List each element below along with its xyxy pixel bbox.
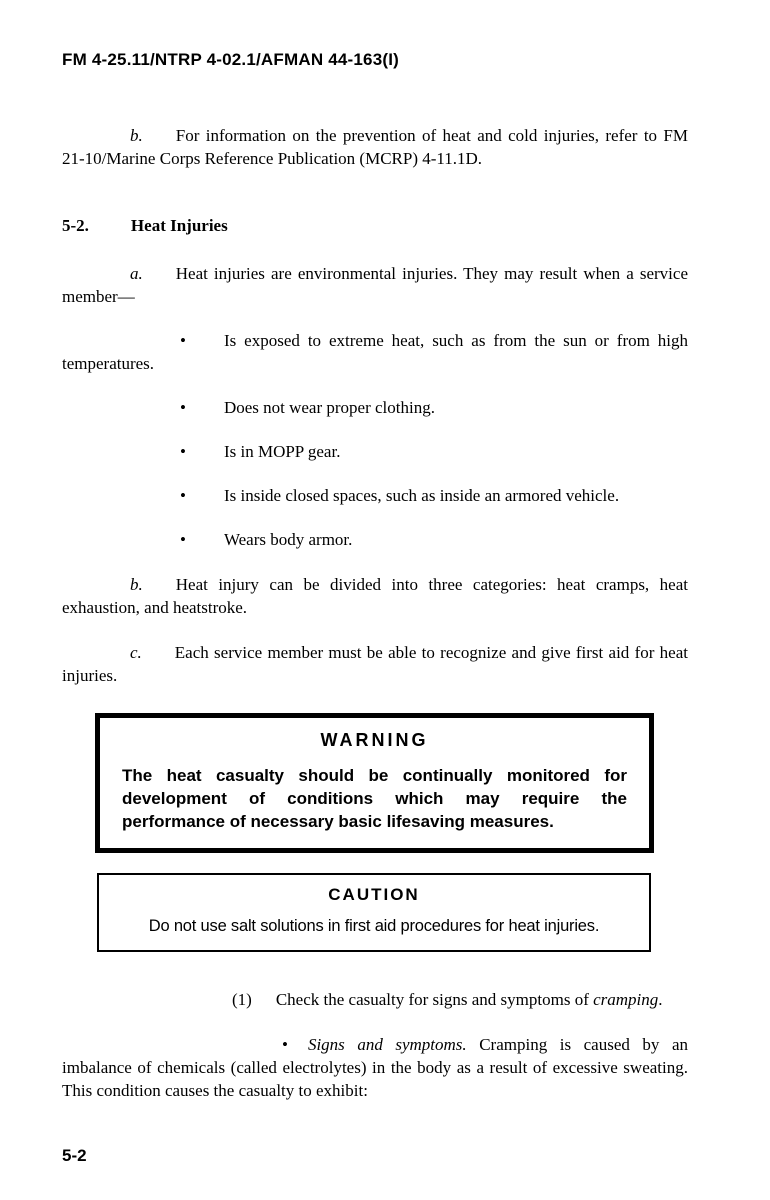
warning-box bbox=[95, 713, 654, 853]
paragraph-marker: a. bbox=[130, 264, 143, 283]
bullet-icon: • bbox=[180, 398, 186, 417]
bullet-item-signs-symptoms bbox=[62, 1033, 688, 1102]
bullet-icon: • bbox=[180, 442, 186, 461]
bullet-item-exposed-heat bbox=[62, 329, 688, 375]
bullet-item-body-armor bbox=[62, 528, 688, 551]
paragraph-text: Each service member must be able to recognize and give first aid for heat injuries. bbox=[62, 643, 688, 685]
paragraph-text: Check the casualty for signs and symptoms of bbox=[275, 990, 589, 1009]
bullet-text: Cramping is caused by an imbalance of chemicals (called electrolytes) in the body as a result of excessive sweating. This condition causes the casualty to exhibit: bbox=[62, 1035, 688, 1100]
paragraph-marker: b. bbox=[130, 126, 143, 145]
paragraph-marker: (1) bbox=[232, 990, 252, 1009]
caution-text: Do not use salt solutions in first aid procedures for heat injuries. bbox=[148, 917, 600, 935]
paragraph-b bbox=[62, 573, 688, 619]
bullet-item-mopp-gear bbox=[62, 440, 688, 463]
paragraph-text: For information on the prevention of heat and cold injuries, refer to FM 21-10/Marine Corps Reference Publication (MCRP) 4-11.1D. bbox=[62, 126, 688, 168]
section-title: Heat Injuries bbox=[130, 216, 228, 235]
warning-title: WARNING bbox=[320, 730, 429, 750]
warning-text: The heat casualty should be continually monitored for development of conditions which may require the performance of necessary basic lifesaving measures. bbox=[122, 766, 627, 831]
paragraph-text-suffix: . bbox=[658, 990, 663, 1009]
paragraph-intro bbox=[62, 124, 688, 170]
bullet-icon: • bbox=[282, 1035, 288, 1054]
bullet-text: Does not wear proper clothing. bbox=[223, 398, 435, 417]
section-heading bbox=[62, 216, 688, 236]
bullet-text: Is in MOPP gear. bbox=[223, 442, 341, 461]
bullet-text: Is inside closed spaces, such as inside an armored vehicle. bbox=[223, 486, 620, 505]
bullet-item-closed-spaces bbox=[62, 484, 688, 507]
bullet-icon: • bbox=[180, 486, 186, 505]
caution-title: CAUTION bbox=[328, 885, 420, 904]
paragraph-1-check-casualty bbox=[62, 988, 688, 1011]
emphasized-term: cramping bbox=[593, 990, 659, 1009]
bullet-lead-italic: Signs and symptoms. bbox=[307, 1035, 467, 1054]
bullet-icon: • bbox=[180, 331, 186, 350]
paragraph-marker: c. bbox=[130, 643, 142, 662]
page-number: 5-2 bbox=[62, 1146, 87, 1165]
section-number: 5-2. bbox=[62, 216, 89, 235]
paragraph-text: Heat injuries are environmental injuries. They may result when a service member— bbox=[62, 264, 688, 306]
paragraph-c bbox=[62, 641, 688, 687]
paragraph-marker: b. bbox=[130, 575, 143, 594]
paragraph-a bbox=[62, 262, 688, 308]
caution-box bbox=[97, 873, 651, 952]
bullet-text: Wears body armor. bbox=[223, 530, 353, 549]
bullet-text: Is exposed to extreme heat, such as from the sun or from high temperatures. bbox=[62, 331, 688, 373]
page-header: FM 4-25.11/NTRP 4-02.1/AFMAN 44-163(I) bbox=[62, 50, 400, 69]
paragraph-text: Heat injury can be divided into three categories: heat cramps, heat exhaustion, and heatstroke. bbox=[62, 575, 688, 617]
bullet-item-clothing bbox=[62, 396, 688, 419]
bullet-icon: • bbox=[180, 530, 186, 549]
